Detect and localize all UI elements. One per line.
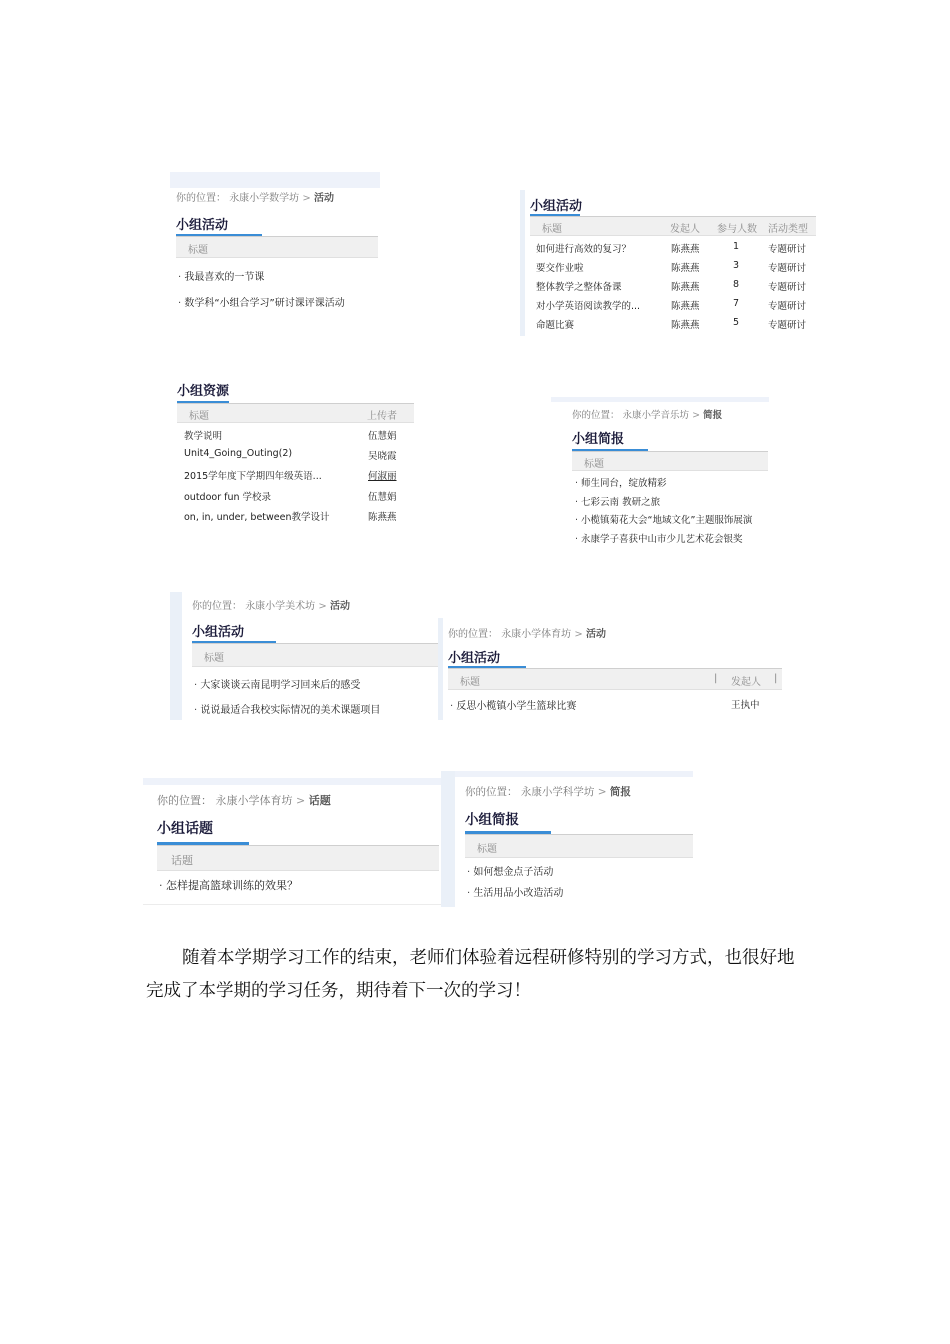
breadcrumb-site-link[interactable]: 永康小学体育坊 <box>501 629 572 640</box>
list-item[interactable]: · 师生同台，绽放精彩 <box>575 475 667 489</box>
activity-title[interactable]: 命题比赛 <box>536 320 575 331</box>
breadcrumb-separator: > <box>296 794 306 807</box>
screenshot-activities-table <box>520 190 816 336</box>
table-header <box>465 834 693 858</box>
section-title: 小组活动 <box>176 218 229 233</box>
breadcrumb-prefix: 你的位置： <box>157 794 212 807</box>
activity-participants: 3 <box>733 260 740 271</box>
screenshot-music-briefs <box>551 397 769 549</box>
header-title: 标题 <box>188 245 208 256</box>
breadcrumb-site-link[interactable]: 永康小学数学坊 <box>229 193 300 204</box>
breadcrumb-current: 活动 <box>585 629 606 640</box>
section-title: 小组简报 <box>572 432 625 447</box>
header-title: 标题 <box>584 459 604 470</box>
closing-paragraph <box>146 942 806 1008</box>
section-title: 小组资源 <box>177 384 230 399</box>
activity-title[interactable]: 对小学英语阅读教学的... <box>536 301 641 312</box>
list-item[interactable]: · 如何想金点子活动 <box>467 863 553 878</box>
breadcrumb <box>572 407 722 421</box>
activity-title[interactable]: 要交作业啦 <box>536 263 584 274</box>
left-border <box>520 190 525 336</box>
activity-participants: 1 <box>733 241 740 252</box>
screenshot-sports-topics <box>143 778 441 906</box>
activity-initiator: 陈燕燕 <box>671 263 700 274</box>
left-border <box>170 592 182 720</box>
breadcrumb-current: 活动 <box>313 193 334 204</box>
resource-uploader: 吴晓霞 <box>368 451 397 462</box>
list-item[interactable]: · 说说最适合我校实际情况的美术课题项目 <box>194 701 380 716</box>
list-item[interactable]: · 永康学子喜获中山市少儿艺术花会银奖 <box>575 531 743 545</box>
activity-type: 专题研讨 <box>768 301 807 312</box>
list-item[interactable]: · 我最喜欢的一节课 <box>178 268 264 283</box>
breadcrumb <box>448 625 606 640</box>
breadcrumb-separator: > <box>574 629 583 640</box>
header-title: 标题 <box>460 677 480 688</box>
breadcrumb-prefix: 你的位置： <box>465 786 518 798</box>
breadcrumb-current: 简报 <box>703 410 723 421</box>
breadcrumb-bar <box>551 397 769 402</box>
list-item[interactable]: · 七彩云南 教研之旅 <box>575 494 660 508</box>
list-item[interactable]: · 怎样提高篮球训练的效果？ <box>159 877 298 893</box>
breadcrumb-site-link[interactable]: 永康小学音乐坊 <box>622 410 690 421</box>
breadcrumb-current: 话题 <box>308 794 331 807</box>
breadcrumb-bar <box>170 172 380 188</box>
resource-title[interactable]: Unit4_Going_Outing(2) <box>184 448 293 459</box>
header-initiator: 发起人 <box>731 677 761 688</box>
activity-title[interactable]: 整体教学之整体备课 <box>536 282 622 293</box>
resource-title[interactable]: outdoor fun 学校录 <box>184 492 272 503</box>
header-title: 标题 <box>542 224 562 235</box>
activity-initiator: 陈燕燕 <box>671 282 700 293</box>
screenshot-math-activities <box>170 172 380 314</box>
header-topic: 话题 <box>171 854 193 867</box>
table-header <box>157 845 439 871</box>
list-item[interactable]: · 数学科“小组合学习”研讨课评课活动 <box>178 294 345 309</box>
section-title: 小组活动 <box>530 199 583 214</box>
table-header <box>448 668 782 690</box>
resource-title[interactable]: on, in, under, between教学设计 <box>184 512 330 523</box>
breadcrumb-separator: > <box>597 786 607 798</box>
activity-title[interactable]: · 反思小榄镇小学生篮球比赛 <box>450 697 576 712</box>
breadcrumb-site-link[interactable]: 永康小学美术坊 <box>245 601 316 612</box>
screenshot-science-briefs <box>441 771 693 907</box>
screenshot-sports-activities <box>438 618 784 720</box>
activity-type: 专题研讨 <box>768 282 807 293</box>
resource-title[interactable]: 2015学年度下学期四年级英语... <box>184 471 322 482</box>
breadcrumb-prefix: 你的位置： <box>448 629 498 640</box>
header-participants: 参与人数 <box>717 224 757 235</box>
breadcrumb-separator: > <box>692 410 701 421</box>
breadcrumb <box>176 189 334 204</box>
section-title: 小组简报 <box>465 812 519 828</box>
row-divider <box>143 904 441 905</box>
activity-title[interactable]: 如何进行高效的复习？ <box>536 244 632 255</box>
activity-initiator: 陈燕燕 <box>671 301 700 312</box>
resource-uploader[interactable]: 何淑丽 <box>368 471 397 482</box>
breadcrumb-bar <box>455 771 693 777</box>
header-title: 标题 <box>189 411 209 422</box>
list-item[interactable]: · 生活用品小改造活动 <box>467 884 563 899</box>
activity-type: 专题研讨 <box>768 244 807 255</box>
screenshot-art-activities <box>170 592 438 720</box>
resource-uploader: 伍慧娟 <box>368 492 397 503</box>
section-title: 小组活动 <box>192 625 245 640</box>
resource-uploader: 伍慧娟 <box>368 431 397 442</box>
header-separator: | <box>714 673 718 684</box>
breadcrumb-bar <box>143 778 441 785</box>
table-header <box>530 216 816 236</box>
activity-type: 专题研讨 <box>768 320 807 331</box>
left-border <box>441 771 455 907</box>
breadcrumb-separator: > <box>318 601 327 612</box>
activity-participants: 5 <box>733 317 740 328</box>
breadcrumb-current: 活动 <box>329 601 350 612</box>
activity-initiator: 陈燕燕 <box>671 320 700 331</box>
activity-participants: 8 <box>733 279 740 290</box>
activity-type: 专题研讨 <box>768 263 807 274</box>
breadcrumb <box>192 597 350 612</box>
breadcrumb-site-link[interactable]: 永康小学体育坊 <box>215 794 293 807</box>
breadcrumb <box>465 784 631 799</box>
table-header <box>192 643 438 667</box>
breadcrumb-site-link[interactable]: 永康小学科学坊 <box>520 786 595 798</box>
list-item[interactable]: · 小榄镇菊花大会“地域文化”主题服饰展演 <box>575 512 752 526</box>
breadcrumb-prefix: 你的位置： <box>176 193 226 204</box>
table-header <box>572 451 768 471</box>
breadcrumb-separator: > <box>302 193 311 204</box>
header-initiator: 发起人 <box>670 224 700 235</box>
table-header <box>176 236 378 258</box>
resource-uploader: 陈燕燕 <box>368 512 397 523</box>
list-item[interactable]: · 大家谈谈云南昆明学习回来后的感受 <box>194 676 360 691</box>
activity-participants: 7 <box>733 298 740 309</box>
activity-initiator: 王执中 <box>731 700 760 711</box>
header-uploader: 上传者 <box>367 411 397 422</box>
breadcrumb <box>157 792 331 808</box>
section-title: 小组活动 <box>448 651 501 666</box>
breadcrumb-prefix: 你的位置： <box>572 410 620 421</box>
header-activity-type: 活动类型 <box>768 224 808 235</box>
screenshot-group-resources <box>172 376 416 528</box>
left-border <box>438 618 443 720</box>
header-separator: | <box>774 673 778 684</box>
paragraph-text: 随着本学期学习工作的结束，老师们体验着远程研修特别的学习方式，也很好地完成了本学期的学习任务，期待着下一次的学习！ <box>146 948 795 1001</box>
breadcrumb-current: 简报 <box>609 786 631 798</box>
table-header <box>177 403 414 423</box>
activity-initiator: 陈燕燕 <box>671 244 700 255</box>
resource-title[interactable]: 教学说明 <box>184 431 223 442</box>
header-title: 标题 <box>204 653 224 664</box>
header-title: 标题 <box>477 844 497 855</box>
section-title: 小组话题 <box>157 821 213 837</box>
breadcrumb-prefix: 你的位置： <box>192 601 242 612</box>
